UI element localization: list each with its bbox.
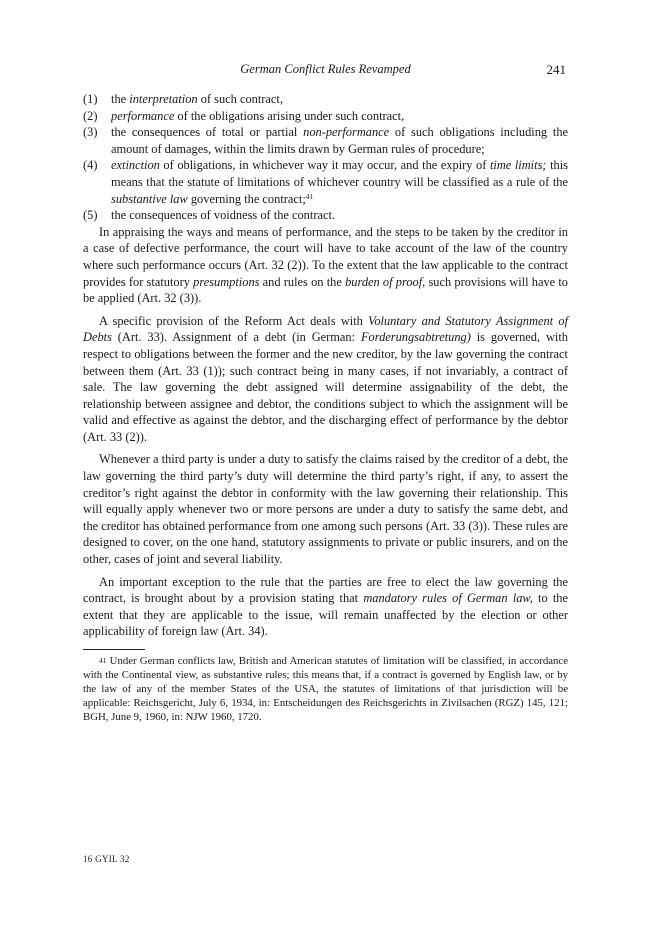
page-number: 241	[546, 62, 566, 77]
body-paragraph	[83, 451, 568, 567]
footnote-reference: 41	[305, 191, 314, 201]
enumerated-list	[83, 91, 568, 224]
list-item-number: (4)	[83, 158, 98, 173]
text-run: the consequences of total or partial	[111, 125, 304, 140]
text-run: such provisions will have to be applied (Art. 32 (3)).	[83, 274, 568, 306]
list-item-number: (3)	[83, 125, 98, 140]
signature-mark: 16 GYIL 32	[83, 854, 130, 864]
text-run: and rules on the	[259, 274, 346, 289]
text-run: Whenever a third party is under a duty to satisfy the claims raised by the creditor of a debt, the law governing the third party’s duty will determine the third party’s right, if any, to assert the creditor’s right against the debtor in conformity with the law governing their relationship. This will equally apply whenever two or more persons are under a duty to satisfy the same debt, and the creditor has obtained performance from one among such persons (Art. 33 (3)). These rules are designed to cover, on the one hand, statutory assignments to private or public insurers, and on the other, cases of joint and several liability.	[83, 452, 568, 567]
emphasis-text: Forderungsabtretung)	[360, 330, 471, 345]
running-title: German Conflict Rules Revamped	[240, 62, 411, 76]
emphasis-text: extinction	[111, 158, 160, 173]
text-run: A specific provision of the Reform Act deals with	[99, 313, 369, 328]
body-paragraph	[83, 313, 568, 446]
list-item	[83, 207, 568, 224]
emphasis-text: time limits;	[489, 158, 547, 173]
emphasis-text: interpretation	[129, 92, 198, 106]
text-run: governing the contract;	[187, 191, 306, 206]
emphasis-text: Voluntary and Statutory Assignment of Debts	[83, 313, 569, 345]
emphasis-text: substantive law	[111, 191, 188, 206]
list-item-number: (1)	[83, 92, 98, 106]
emphasis-text: mandatory rules of German law,	[363, 591, 533, 606]
list-item-number: (2)	[83, 108, 98, 123]
list-item	[83, 124, 568, 157]
text-run: this means that the statute of limitations of whichever country will be classified as a rule of the	[111, 158, 569, 189]
text-run: of such contract,	[197, 92, 283, 106]
list-item	[83, 157, 568, 207]
list-item	[83, 108, 568, 125]
body-paragraphs	[83, 224, 568, 640]
running-header	[83, 62, 568, 84]
body-paragraph	[83, 224, 568, 307]
emphasis-text: burden of proof,	[345, 274, 426, 289]
footnote-text: Under German conflicts law, British and American statutes of limitation will be classified, in accordance with the Continental view, as substantive rules; this means that, if a contract is governed by English law, or by the law of any of the member States of the USA, the statutes of limitations of that jurisdiction will be applicable: Reichsgericht, July 6, 1934, in: Entscheidungen des Reichsgerichts in Zivilsachen (RGZ) 145, 121; BGH, June 9, 1960, in: NJW 1960, 1720.	[83, 655, 569, 723]
footnote-marker: 41	[99, 656, 107, 665]
text-run: the	[111, 92, 130, 106]
text-run: is governed, with respect to obligations between the former and the new creditor, by the law governing the contract between them (Art. 33 (1)); such contract being in many cases, if not invariably, a contract of sale. The law governing the debt assigned will determine assignability of the debt, the relationship between assignee and debtor, the conditions subject to which the assignment will be valid and effective as against the debtor, and the discharging effect of performance by the debtor (Art. 33 (2)).	[83, 330, 568, 444]
footnote-41	[83, 655, 568, 725]
text-run: of the obligations arising under such contract,	[174, 108, 405, 123]
text-run: of obligations, in whichever way it may occur, and the expiry of	[159, 158, 490, 173]
list-item	[83, 91, 568, 108]
list-item-number: (5)	[83, 208, 98, 223]
emphasis-text: performance	[111, 108, 175, 123]
page-content	[83, 62, 568, 725]
text-run: the consequences of voidness of the contract.	[111, 208, 335, 223]
body-paragraph	[83, 574, 568, 640]
text-run: In appraising the ways and means of performance, and the steps to be taken by the creditor in a case of defective performance, the court will have to take account of the law of the country where such performance occurs (Art. 32 (2)). To the extent that the law applicable to the contract provides for statutory	[83, 224, 568, 289]
text-run: (Art. 33). Assignment of a debt (in German:	[111, 330, 361, 345]
text-run: of such obligations including the amount of damages, within the limits drawn by German rules of procedure;	[111, 125, 569, 156]
emphasis-text: presumptions	[193, 274, 260, 289]
emphasis-text: non-performance	[303, 125, 390, 140]
footnote-divider	[83, 649, 145, 650]
text-run: to the extent that they are applicable to the issue, will remain unaffected by the election or other applicability of foreign law (Art. 34).	[83, 591, 568, 639]
text-run: An important exception to the rule that the parties are free to elect the law governing the contract, is brought about by a provision stating that	[83, 574, 568, 606]
